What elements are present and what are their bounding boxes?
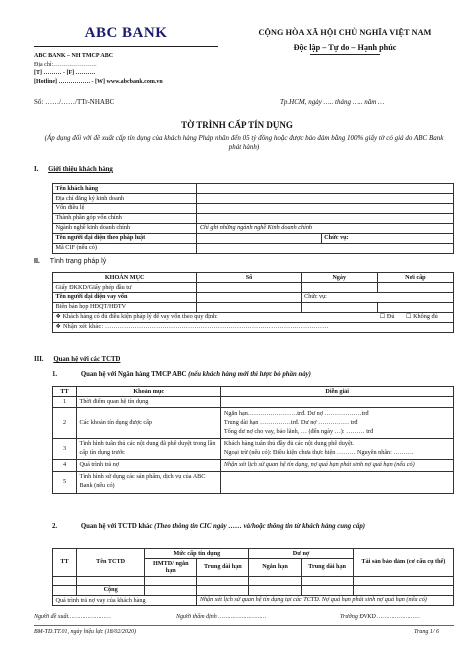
customer-name-value[interactable]	[197, 184, 454, 194]
legal-rep-label: Tên người đại diện theo pháp luật	[53, 233, 197, 243]
business-license-label: Giấy ĐKKD/Giấy phép đầu tư	[53, 282, 197, 292]
cell[interactable]	[353, 585, 453, 595]
section-1-heading	[34, 166, 113, 174]
table-row	[53, 203, 454, 213]
section-1-number: I.	[34, 166, 39, 173]
page-number: Trang 1/ 6	[414, 629, 440, 635]
subsection-1-title: Quan hệ với Ngân hàng TMCP ABC	[80, 371, 189, 378]
borrower-rep-role: Chức vụ:	[301, 292, 453, 302]
col-header-debt: Dư nợ	[249, 549, 353, 559]
cell[interactable]	[301, 576, 353, 585]
business-line-value[interactable]: Chỉ ghi những ngành nghề Kinh doanh chính	[197, 223, 454, 233]
cell[interactable]	[145, 576, 197, 585]
table-row	[53, 223, 454, 233]
col-header-debt-short: Ngắn hạn	[249, 558, 301, 576]
business-address-value[interactable]	[197, 193, 454, 203]
minutes-date-cell[interactable]	[301, 302, 377, 312]
motto-divider	[310, 54, 380, 55]
col-header-limit-short: HMTD/ ngắn hạn	[145, 558, 197, 576]
cell[interactable]	[249, 576, 301, 585]
services-value[interactable]	[221, 471, 454, 493]
cif-label: Mã CIF (nếu có)	[53, 243, 197, 253]
document-number: Số: ……/……/TTr-NHABC	[34, 98, 115, 106]
table-header-row	[53, 549, 454, 559]
table-row	[53, 407, 454, 438]
col-header-tt: TT	[53, 549, 77, 577]
repayment-value[interactable]: Nhận xét lịch sử quan hệ tín dụng, nợ quá hạn phát sinh nợ quá hạn (nếu có)	[221, 459, 454, 471]
col-header-number: Số	[197, 273, 301, 283]
table-row	[53, 302, 454, 312]
document-subtitle: (Áp dụng đối với đề xuất cấp tín dụng của khách hàng Pháp nhân đến 05 tỷ đồng hoặc được bảo đảm bằng 100% giấy tờ có giá do ABC Bank phát hành)	[44, 134, 444, 152]
eligible-checkbox[interactable]: ☐ Đủ	[379, 313, 395, 321]
subsection-1-heading	[52, 371, 311, 379]
table-header-row	[53, 387, 454, 397]
section-3-number: III.	[34, 356, 44, 363]
subsection-2-heading	[52, 522, 454, 532]
other-banks-table	[52, 548, 454, 606]
abc-relationship-table	[52, 386, 454, 494]
bank-contact-info	[34, 52, 234, 87]
borrower-rep-value[interactable]	[197, 292, 301, 302]
row-number: 5	[53, 471, 77, 493]
table-row	[53, 312, 454, 322]
legal-rep-role: Chức vụ:	[321, 233, 453, 243]
table-row	[53, 471, 454, 493]
row-number: 4	[53, 459, 77, 471]
services-label: Tình hình sử dụng các sản phẩm, dịch vụ của ABC Bank (nếu có)	[77, 471, 221, 493]
shareholders-value[interactable]	[197, 213, 454, 223]
place-date: Tp.HCM, ngày ….. tháng ….. năm …	[280, 98, 385, 106]
table-row	[53, 396, 454, 407]
col-header-description: Diễn giải	[221, 387, 454, 397]
table-row	[53, 322, 454, 332]
license-date-cell[interactable]	[301, 282, 377, 292]
appraiser-signature: Người thẩm định ………………………	[176, 614, 267, 620]
not-eligible-checkbox[interactable]: ☐ Không đủ	[406, 313, 438, 321]
relationship-start-value[interactable]	[221, 396, 454, 407]
subsection-2-title: Quan hệ với TCTD khác	[80, 523, 155, 530]
cell[interactable]	[301, 585, 353, 595]
subsection-2-number: 2.	[52, 523, 58, 530]
col-header-debt-long: Trung dài hạn	[301, 558, 353, 576]
table-row	[53, 438, 454, 459]
relationship-start-label: Thời điểm quan hệ tín dụng	[77, 396, 221, 407]
short-term-line: Ngắn hạn……………………trđ. Dư nợ ………………trđ	[223, 409, 369, 417]
repayment-history-label: Quá trình trả nợ vay của khách hàng	[53, 595, 197, 606]
row-number: 3	[53, 438, 77, 459]
logo-divider	[34, 46, 218, 47]
business-address-label: Địa chỉ đăng ký kinh doanh	[53, 193, 197, 203]
bank-phone: [T] ……… - [F] ……….	[34, 70, 96, 77]
business-line-label: Ngành nghề kinh doanh chính	[53, 223, 197, 233]
proposer-signature: Người đề xuất……………………	[34, 614, 111, 620]
total-label: Cộng	[77, 585, 145, 595]
cell[interactable]	[145, 585, 197, 595]
section-2-heading	[34, 258, 106, 267]
repayment-history-value[interactable]: Nhận xét lịch sử quan hệ tín dụng tại các TCTD. Nợ quá hạn phát sinh nợ quá hạn (nếu có)	[197, 595, 454, 606]
col-header-issuer: Nơi cấp	[377, 273, 453, 283]
cell[interactable]	[353, 576, 453, 585]
col-header-date: Ngày	[301, 273, 377, 283]
col-header-limit-long: Trung dài hạn	[197, 558, 249, 576]
document-title: TỜ TRÌNH CẤP TÍN DỤNG	[181, 120, 293, 130]
customer-info-table	[52, 183, 454, 254]
section-2-number: II.	[34, 258, 40, 265]
col-header-item: Khoản mục	[77, 387, 221, 397]
section-2-title: Tình trạng pháp lý	[49, 258, 107, 265]
col-header-item: KHOẢN MỤC	[53, 273, 197, 283]
license-number-cell[interactable]	[197, 282, 301, 292]
shareholders-label: Thành phần góp vốn chính	[53, 213, 197, 223]
cell[interactable]	[77, 576, 145, 585]
legal-eligibility-options	[377, 312, 453, 322]
table-row	[53, 282, 454, 292]
form-code: BM-TD.TT.01, ngày hiệu lực (18/02/2020)	[34, 629, 136, 635]
col-header-collateral: Tài sản bảo đảm (cơ cấu cụ thể)	[353, 549, 453, 577]
compliance-label: Tình hình tuân thủ các nội dung đã phê duyệt trong lần cấp tín dụng trước	[77, 438, 221, 459]
bank-hotline: [Hotline] ……………. - [W] www.abcbank.com.vn	[34, 79, 163, 86]
table-row	[53, 595, 454, 606]
bank-logo: ABC BANK	[84, 25, 168, 41]
subsection-1-note: (nếu khách hàng mới thì lược bỏ phần này)	[188, 371, 311, 378]
row-number: 2	[53, 407, 77, 438]
license-issuer-cell[interactable]	[377, 282, 453, 292]
table-row	[53, 585, 454, 595]
national-motto	[232, 28, 458, 54]
total-debt-line: Tổng dư nợ cho vay, bảo lãnh, … (đến ngày …): ……… trđ	[223, 428, 374, 436]
head-signature: Trưởng ĐVKD ……………………	[340, 614, 420, 620]
compliance-line: Khách hàng tuân thủ đầy đủ các nội dung phê duyệt.	[223, 439, 354, 447]
credit-granted-label: Các khoản tín dụng được cấp	[77, 407, 221, 438]
credit-granted-value[interactable]	[221, 407, 454, 438]
section-1-title: Giới thiệu khách hàng	[48, 166, 113, 173]
legal-status-table	[52, 272, 454, 333]
legal-rep-value[interactable]	[197, 233, 321, 243]
bank-address: Địa chỉ:………………….	[34, 61, 97, 68]
section-3-heading	[34, 356, 120, 364]
table-header-row	[53, 273, 454, 283]
cell[interactable]	[53, 576, 77, 585]
repayment-label: Quá trình trả nợ	[77, 459, 221, 471]
customer-name-label: Tên khách hàng	[53, 184, 197, 194]
table-row	[53, 233, 454, 243]
minutes-number-cell[interactable]	[197, 302, 301, 312]
table-row	[53, 243, 454, 253]
cell	[53, 585, 77, 595]
table-row	[53, 184, 454, 194]
borrower-rep-label: Tên người đại diện vay vốn	[53, 292, 197, 302]
charter-capital-value[interactable]	[197, 203, 454, 213]
legal-eligibility-label: ❖ Khách hàng có đủ điều kiện pháp lý để vay vốn theo quy định:	[53, 312, 378, 322]
cell[interactable]	[197, 576, 249, 585]
cell[interactable]	[249, 585, 301, 595]
row-number: 1	[53, 396, 77, 407]
col-header-credit-limit: Mức cấp tín dụng	[145, 549, 249, 559]
charter-capital-label: Vốn điều lệ	[53, 203, 197, 213]
other-comments[interactable]: ❖ Nhận xét khác: ……………………………………………………………………………………………	[53, 322, 454, 332]
compliance-value[interactable]	[221, 438, 454, 459]
board-minutes-label: Biên bản họp HĐQT/HĐTV	[53, 302, 197, 312]
long-term-line: Trung dài hạn ……………trđ. Dư nợ …………… trđ	[223, 418, 358, 426]
motto-line-2: Độc lập – Tự do – Hạnh phúc	[293, 43, 397, 53]
table-row	[53, 576, 454, 585]
table-row	[53, 459, 454, 471]
exception-line: Ngoại trừ (nếu có): Điều kiện chưa thực hiện ……… Nguyên nhân: ……….	[223, 448, 414, 456]
motto-line-1: CỘNG HÒA XÃ HỘI CHỦ NGHĨA VIỆT NAM	[258, 28, 432, 37]
cell[interactable]	[197, 585, 249, 595]
section-3-title: Quan hệ với các TCTD	[53, 356, 121, 363]
branch-name: ABC BANK – NH TMCP ABC	[34, 53, 114, 59]
table-row	[53, 213, 454, 223]
minutes-issuer-cell[interactable]	[377, 302, 453, 312]
subsection-2-note: (Theo thông tin CIC ngày …… và/hoặc thông tin từ khách hàng cung cấp)	[154, 523, 365, 530]
footer-divider	[34, 625, 454, 626]
subsection-1-number: 1.	[52, 371, 58, 378]
cif-value[interactable]	[197, 243, 454, 253]
table-row	[53, 292, 454, 302]
col-header-tt: TT	[53, 387, 77, 397]
table-row	[53, 193, 454, 203]
col-header-bank-name: Tên TCTD	[77, 549, 145, 577]
